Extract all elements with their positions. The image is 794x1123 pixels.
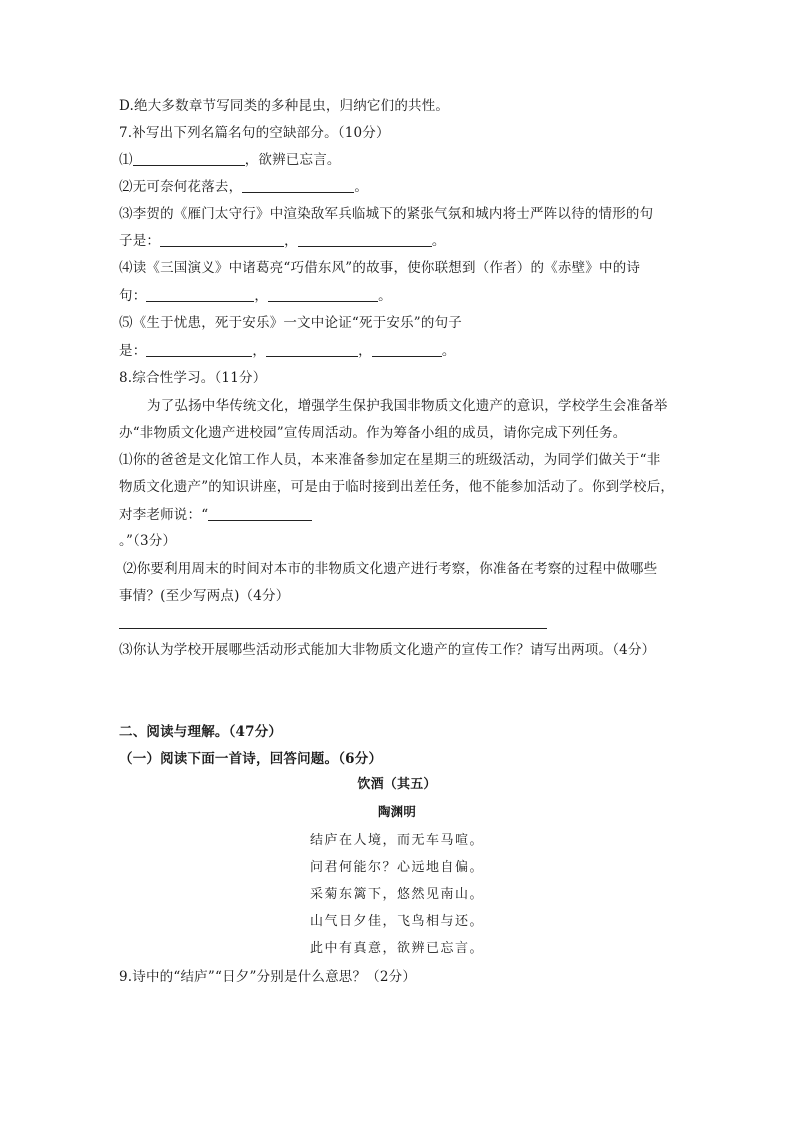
q8-sub3: ⑶你认为学校开展哪些活动形式能加大非物质文化遗产的宣传工作？请写出两项。（4分） <box>119 642 656 658</box>
q7-line-4a: ⑷读《三国演义》中诸葛亮“巧借东风”的故事，使你联想到（作者）的《赤壁》中的诗 <box>119 260 641 276</box>
answer-blank[interactable] <box>268 287 378 302</box>
q8-sub1-b: 物质文化遗产”的知识讲座，可是由于临时接到出差任务，他不能参加活动了。你到学校后， <box>119 479 675 495</box>
poem-author: 陶渊明 <box>377 804 417 819</box>
q7-l5-label: 是： <box>119 343 147 359</box>
q7-line-2 <box>119 177 368 197</box>
q7-l3-label: 子是： <box>119 233 161 249</box>
q7-line-5a: ⑸《生于忧患，死于安乐》一文中论证“死于安乐”的句子 <box>119 315 463 331</box>
section-2-sub1: （一）阅读下面一首诗，回答问题。（6分） <box>119 751 383 767</box>
poem-line: 此中有真意，欲辨已忘言。 <box>309 941 484 956</box>
q7-line-3a: ⑶李贺的《雁门太守行》中渲染敌军兵临城下的紧张气氛和城内将士严阵以待的情形的句 <box>119 206 654 222</box>
answer-line[interactable] <box>119 628 547 629</box>
q8-sub2-b: 事情？(至少写两点)（4分） <box>119 588 290 604</box>
period: 。 <box>441 343 456 359</box>
q6-option-d: D.绝大多数章节写同类的多种昆虫，归纳它们的共性。 <box>119 98 450 114</box>
q7-line-1 <box>119 150 341 170</box>
poem-line: 山气日夕佳，飞鸟相与还。 <box>309 914 484 929</box>
q8-para-2: 办“非物质文化遗产进校园”宣传周活动。作为筹备小组的成员，请你完成下列任务。 <box>119 425 627 441</box>
comma: ， <box>254 288 269 304</box>
q7-l2-text: ⑵无可奈何花落去， <box>119 179 243 195</box>
period: 。 <box>378 288 392 304</box>
q7-l4-label: 句： <box>119 288 147 304</box>
q7-line-3b <box>119 231 446 251</box>
q8-sub1-a: ⑴你的爸爸是文化馆工作人员，本来准备参加定在星期三的班级活动，为同学们做关于“非 <box>119 452 661 468</box>
poem-line: 采菊东篱下，悠然见南山。 <box>309 887 484 902</box>
poem-line: 问君何能尔？心远地自偏。 <box>309 860 484 875</box>
answer-blank[interactable] <box>146 287 254 302</box>
q7-l1-label: ⑴ <box>119 152 133 168</box>
answer-blank[interactable] <box>372 342 442 357</box>
q8-sub2-a: ⑵你要利用周末的时间对本市的非物质文化遗产进行考察，你准备在考察的过程中做哪些 <box>123 561 658 577</box>
q8-para-1: 为了弘扬中华传统文化，增强学生保护我国非物质文化遗产的意识，学校学生会准备举 <box>147 398 668 414</box>
answer-blank[interactable] <box>266 342 358 357</box>
q8-sub1-d: 。”（3分） <box>119 533 177 549</box>
answer-blank[interactable] <box>160 232 284 247</box>
answer-blank[interactable] <box>208 506 312 521</box>
q7-title: 7.补写出下列名篇名句的空缺部分。（10分） <box>119 125 390 141</box>
q7-l2-end: 。 <box>354 179 369 195</box>
q9: 9.诗中的“结庐”“日夕”分别是什么意思？（2分） <box>119 969 417 985</box>
comma: ， <box>252 343 267 359</box>
period: 。 <box>431 233 446 249</box>
answer-blank[interactable] <box>146 342 252 357</box>
poem-line: 结庐在人境，而无车马喧。 <box>309 833 484 848</box>
comma: ， <box>284 233 298 249</box>
answer-blank[interactable] <box>242 178 354 193</box>
q8-sub1-c <box>119 505 312 525</box>
comma: ， <box>358 343 372 359</box>
section-2-title: 二、阅读与理解。（47分） <box>119 724 283 740</box>
q7-line-4b <box>119 286 392 306</box>
q8-title: 8.综合性学习。（11分） <box>119 370 267 386</box>
answer-blank[interactable] <box>298 232 432 247</box>
q7-line-5b <box>119 341 456 361</box>
q8-s1-prompt: 对李老师说：“ <box>119 507 209 523</box>
answer-blank[interactable] <box>133 151 245 166</box>
poem-title: 饮酒（其五） <box>357 777 437 792</box>
q7-l1-text: ，欲辨已忘言。 <box>244 152 341 168</box>
